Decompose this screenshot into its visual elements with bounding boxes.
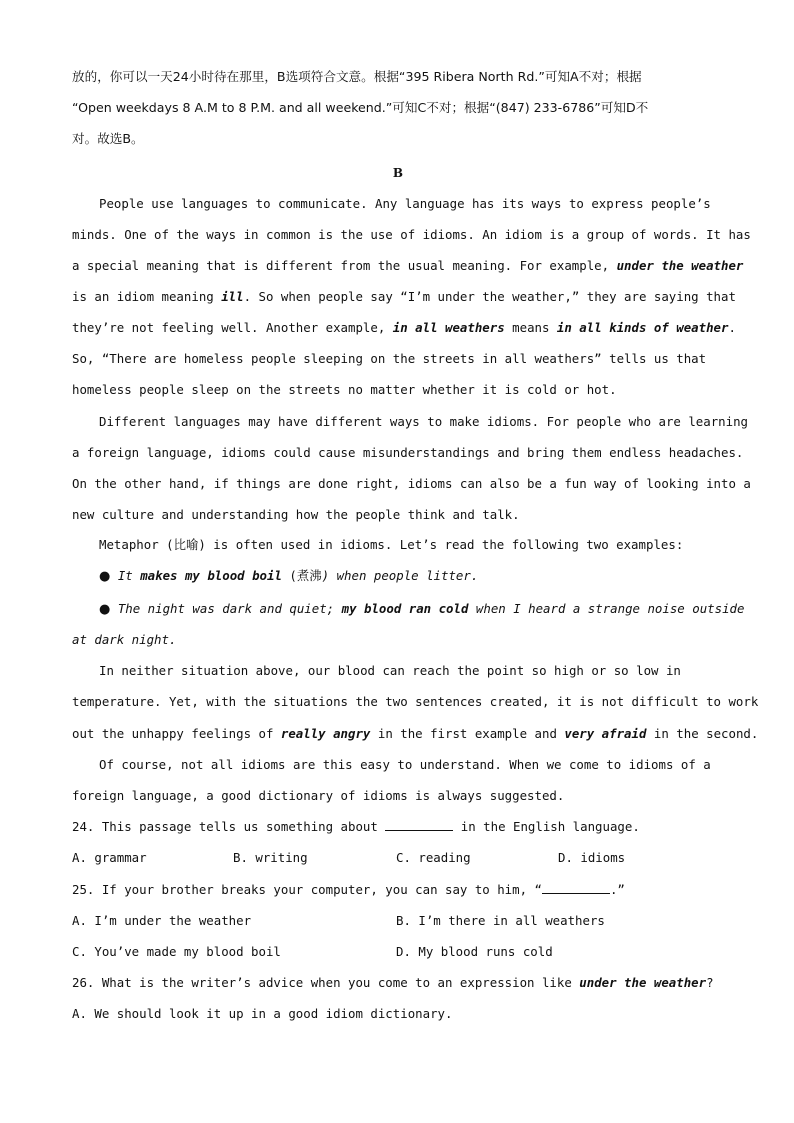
paragraph-1-line-1: People use languages to communicate. Any language has its ways to express people’s: [99, 196, 711, 211]
chinese-gloss: 比喻: [173, 537, 199, 552]
text: they’re not feeling well. Another example,: [72, 320, 393, 335]
chinese-gloss: 煮沸: [296, 568, 322, 583]
question-25-option-b: B. I’m there in all weathers: [396, 913, 605, 928]
example-2-line-2: at dark night.: [72, 632, 177, 647]
idiom-term: my blood ran cold: [341, 601, 469, 616]
text: . So when people say “I’m under the weather,” they are saying that: [243, 289, 736, 304]
text: 24. This passage tells us something about: [72, 819, 386, 834]
paragraph-2-line-2: a foreign language, idioms could cause misunderstandings and bring them endless headaches.: [72, 445, 744, 460]
question-26-option-a: A. We should look it up in a good idiom dictionary.: [72, 1006, 453, 1021]
paragraph-4-line-3: [72, 724, 758, 744]
text: It: [117, 568, 141, 583]
idiom-meaning: ill: [221, 289, 244, 304]
text: 25. If your brother breaks your computer, you can say to him, “: [72, 882, 542, 897]
idiom-meaning: really angry: [280, 726, 371, 741]
paragraph-1-line-4: [72, 287, 736, 307]
paragraph-2-line-1: Different languages may have different ways to make idioms. For people who are learning: [99, 414, 749, 429]
paragraph-1-line-7: homeless people sleep on the streets no matter whether it is cold or hot.: [72, 382, 617, 397]
question-26-stem: [72, 973, 714, 993]
idiom-meaning: in all kinds of weather: [556, 320, 729, 335]
paragraph-5-line-1: Of course, not all idioms are this easy to understand. When we come to idioms of a: [99, 757, 711, 772]
paragraph-2-line-4: new culture and understanding how the people think and talk.: [72, 507, 520, 522]
question-24-option-a: A. grammar: [72, 850, 147, 865]
text: .: [728, 320, 736, 335]
answer-blank: [385, 818, 453, 831]
text: 26. What is the writer’s advice when you come to an expression like: [72, 975, 580, 990]
bullet-icon: ●: [99, 602, 111, 617]
paragraph-4-line-1: In neither situation above, our blood can reach the point so high or so low in: [99, 663, 681, 678]
idiom-term: makes my blood boil: [140, 568, 282, 583]
text: in the second.: [646, 726, 759, 741]
text: The night was dark and quiet;: [117, 601, 342, 616]
answer-blank: [542, 881, 610, 894]
question-24-option-d: D. idioms: [558, 850, 626, 865]
idiom-meaning: very afraid: [564, 726, 647, 741]
top-text-line-2: “Open weekdays 8 A.M to 8 P.M. and all weekend.”可知C不对；根据“(847) 233-6786”可知D不: [72, 100, 649, 115]
question-25-option-a: A. I’m under the weather: [72, 913, 252, 928]
text: a special meaning that is different from the usual meaning. For example,: [72, 258, 617, 273]
top-text-line-1: 放的，你可以一天24小时待在那里，B选项符合文意。根据“395 Ribera North Rd.”可知A不对；根据: [72, 69, 642, 84]
text: when I heard a strange noise outside: [468, 601, 745, 616]
example-2-line-1: [99, 599, 744, 620]
paragraph-1-line-2: minds. One of the ways in common is the use of idioms. An idiom is a group of words. It has: [72, 227, 751, 242]
question-25-option-c: C. You’ve made my blood boil: [72, 944, 281, 959]
text: .”: [609, 882, 625, 897]
paragraph-2-line-3: On the other hand, if things are done right, idioms can also be a fun way of looking into a: [72, 476, 751, 491]
paragraph-1-line-3: [72, 256, 743, 276]
question-25-stem: [72, 880, 625, 900]
top-text-line-3: 对。故选B。: [72, 131, 144, 146]
text: ?: [706, 975, 714, 990]
example-1: [99, 566, 478, 587]
idiom-term: under the weather: [579, 975, 707, 990]
paragraph-1-line-6: So, “There are homeless people sleeping on the streets in all weathers” tells us that: [72, 351, 707, 366]
idiom-term: under the weather: [616, 258, 744, 273]
paragraph-4-line-2: temperature. Yet, with the situations the two sentences created, it is not difficult to work: [72, 694, 759, 709]
section-label: B: [392, 166, 404, 180]
question-25-option-d: D. My blood runs cold: [396, 944, 553, 959]
text: (: [281, 568, 297, 583]
idiom-term: in all weathers: [392, 320, 505, 335]
text: means: [504, 320, 557, 335]
text: is an idiom meaning: [72, 289, 222, 304]
text: in the English language.: [453, 819, 640, 834]
text: in the first example and: [370, 726, 565, 741]
question-24-option-b: B. writing: [233, 850, 308, 865]
paragraph-1-line-5: [72, 318, 736, 338]
text: out the unhappy feelings of: [72, 726, 281, 741]
bullet-icon: ●: [99, 569, 111, 584]
text: Metaphor (: [99, 537, 174, 552]
question-24-option-c: C. reading: [396, 850, 471, 865]
paragraph-3-line-1: [99, 535, 683, 555]
text: ) is often used in idioms. Let’s read the following two examples:: [198, 537, 684, 552]
text: ) when people litter.: [321, 568, 479, 583]
question-24-stem: [72, 817, 640, 837]
paragraph-5-line-2: foreign language, a good dictionary of idioms is always suggested.: [72, 788, 565, 803]
